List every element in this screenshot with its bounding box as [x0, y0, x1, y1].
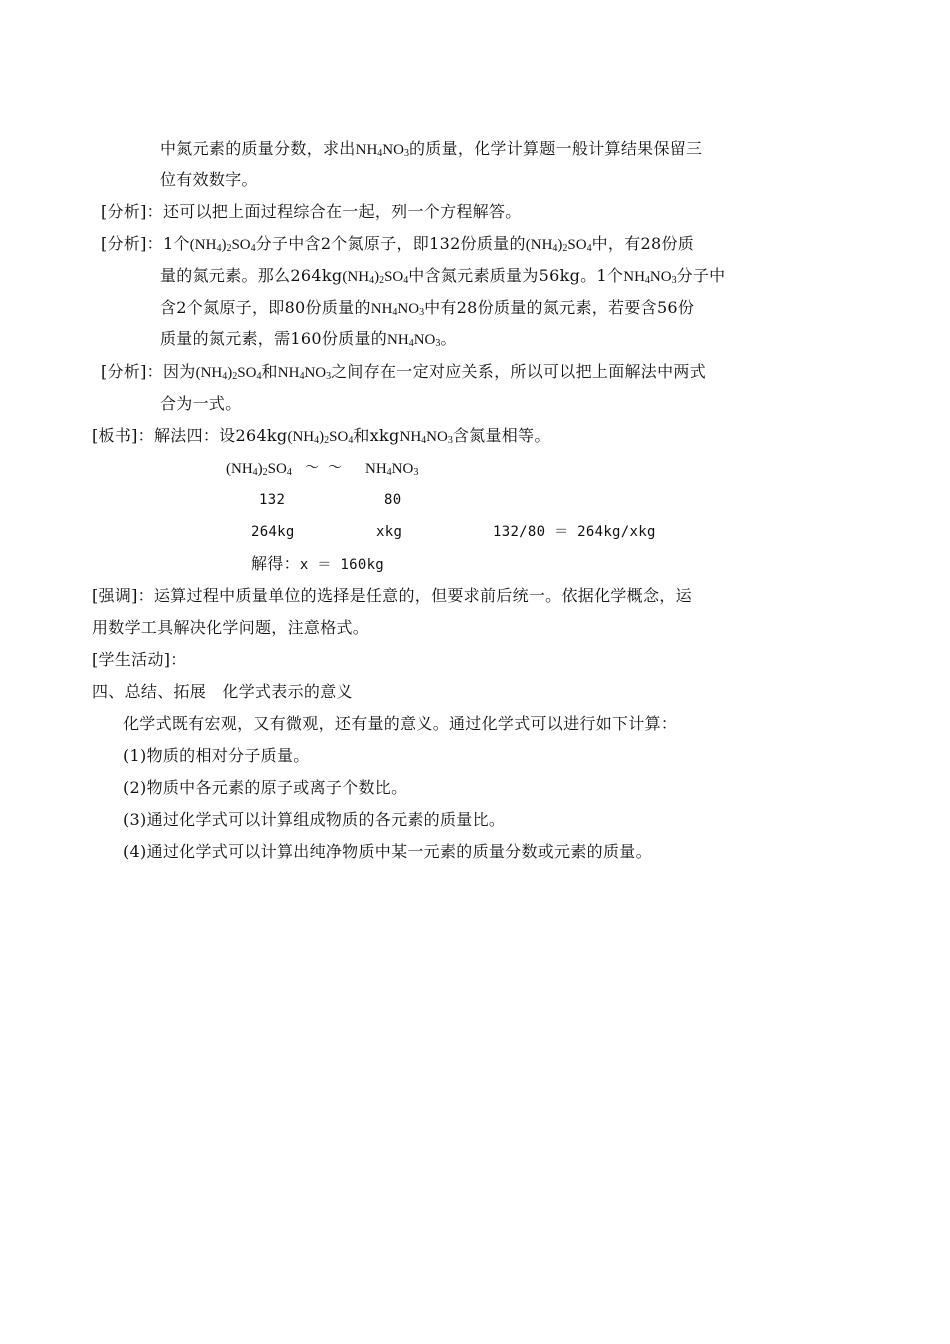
formula-part: (NH [287, 429, 315, 445]
formula-part: ) [319, 429, 325, 445]
formula-subscript: 3 [326, 371, 332, 382]
text-line: 位有效数字。 [160, 170, 258, 189]
text-line [160, 328, 457, 351]
formula-part: NO [426, 429, 448, 445]
eq-formula-left [226, 457, 292, 480]
list-item: (4)通过化学式可以计算出纯净物质中某一元素的质量分数或元素的质量。 [123, 842, 652, 861]
analysis-paragraph [101, 233, 694, 256]
eq-ratio: 132/80 ＝ 264kg/xkg [493, 524, 656, 540]
text-fragment: 分子中含2个氮原子，即132份质量的 [255, 234, 526, 253]
formula-part: NO [382, 142, 404, 158]
formula-nh42so4 [342, 269, 408, 285]
formula-part: SO [329, 429, 349, 445]
formula-nh42so4 [190, 237, 256, 253]
formula-part: ) [221, 237, 227, 253]
formula-subscript: 3 [419, 307, 425, 318]
list-item: (3)通过化学式可以计算组成物质的各元素的质量比。 [123, 810, 506, 829]
formula-part: SO [384, 269, 404, 285]
formula-subscript: 4 [348, 435, 354, 446]
section-heading: 四、总结、拓展 化学式表示的意义 [92, 682, 353, 701]
text-fragment: [分析]：因为 [101, 362, 196, 381]
formula-nh4no3 [387, 332, 440, 348]
text-line: 用数学工具解决化学问题，注意格式。 [92, 618, 370, 637]
formula-part: ) [227, 365, 233, 381]
formula-subscript: 3 [413, 467, 419, 478]
formula-subscript: 4 [392, 307, 398, 318]
summary-paragraph: 化学式既有宏观，又有微观，还有量的意义。通过化学式可以进行如下计算： [123, 714, 678, 733]
formula-subscript: 4 [256, 371, 262, 382]
text-fragment: 分子中 [676, 266, 726, 285]
formula-part: NH [623, 269, 645, 285]
formula-part: ) [374, 269, 380, 285]
formula-subscript: 2 [562, 243, 568, 254]
formula-nh4no3 [400, 429, 453, 445]
formula-subscript: 4 [421, 435, 427, 446]
formula-part: NH [399, 429, 422, 445]
formula-subscript: 4 [314, 435, 320, 446]
formula-subscript: 4 [369, 275, 375, 286]
formula-part: (NH [342, 269, 370, 285]
text-fragment: 中氮元素的质量分数，求出 [160, 139, 356, 158]
formula-part: SO [231, 237, 251, 253]
formula-part: NO [391, 461, 414, 477]
formula-subscript: 3 [435, 338, 441, 349]
formula-subscript: 3 [671, 275, 677, 286]
formula-subscript: 4 [586, 243, 592, 254]
text-fragment: 和 [261, 362, 278, 381]
text-fragment: 中含氮元素质量为56kg。1个 [408, 266, 624, 285]
formula-subscript: 2 [226, 243, 232, 254]
eq-value-xkg: xkg [376, 524, 403, 540]
formula-part: SO [267, 461, 287, 477]
formula-part: NO [649, 269, 672, 285]
text-fragment: 解得： [251, 554, 300, 573]
formula-subscript: 4 [552, 243, 558, 254]
student-activity-heading: [学生活动]： [92, 650, 187, 669]
formula-nh4no3 [356, 142, 409, 158]
text-fragment: 含2个氮原子，即80份质量的 [160, 298, 371, 317]
formula-part: NO [397, 301, 420, 317]
formula-subscript: 2 [379, 275, 385, 286]
text-line: 合为一式。 [160, 394, 242, 413]
text-fragment: [分析]：1个 [101, 234, 190, 253]
eq-value-80: 80 [384, 492, 402, 508]
eq-value-132: 132 [259, 492, 286, 508]
formula-nh4no3 [365, 461, 418, 477]
text-fragment: 中，有28份质 [591, 234, 695, 253]
formula-subscript: 3 [447, 435, 453, 446]
board-paragraph [92, 425, 551, 448]
formula-part: NH [277, 365, 300, 381]
formula-subscript: 4 [386, 467, 392, 478]
text-fragment: x ＝ 160kg [299, 557, 385, 573]
formula-part: NH [387, 332, 409, 348]
formula-part: NO [413, 332, 436, 348]
formula-part: ) [257, 461, 263, 477]
formula-part: NH [370, 301, 393, 317]
formula-subscript: 4 [216, 243, 222, 254]
text-fragment: 质量的氮元素，需160份质量的 [160, 329, 388, 348]
formula-subscript: 4 [403, 275, 409, 286]
formula-subscript: 4 [644, 275, 650, 286]
eq-value-264kg: 264kg [251, 524, 295, 540]
formula-part: NO [304, 365, 327, 381]
formula-subscript: 4 [299, 371, 305, 382]
analysis-paragraph [101, 361, 706, 384]
formula-part: ) [557, 237, 563, 253]
formula-subscript: 4 [252, 467, 258, 478]
text-fragment: 中有28份质量的氮元素，若要含56份 [424, 298, 695, 317]
formula-part: (NH [525, 237, 553, 253]
text-fragment: 含氮量相等。 [452, 426, 551, 445]
formula-subscript: 4 [408, 338, 414, 349]
formula-nh42so4 [196, 365, 262, 381]
formula-nh42so4 [226, 461, 292, 477]
formula-nh4no3 [623, 269, 676, 285]
text-fragment: 和xkg [353, 426, 400, 445]
text-fragment: 量的氮元素。那么264kg [160, 266, 343, 285]
formula-subscript: 4 [377, 148, 383, 159]
formula-part: SO [237, 365, 257, 381]
formula-part: (NH [189, 237, 217, 253]
text-fragment: [板书]：解法四：设264kg [92, 426, 288, 445]
eq-formula-right [365, 457, 418, 480]
formula-subscript: 4 [222, 371, 228, 382]
text-fragment: 的质量，化学计算题一般计算结果保留三 [408, 139, 703, 158]
list-item: (2)物质中各元素的原子或离子个数比。 [123, 778, 408, 797]
eq-solution [251, 553, 384, 576]
formula-nh4no3 [371, 301, 424, 317]
formula-part: (NH [195, 365, 223, 381]
formula-subscript: 2 [232, 371, 238, 382]
formula-part: (NH [226, 461, 253, 477]
formula-subscript: 4 [286, 467, 292, 478]
formula-part: NH [355, 142, 378, 158]
formula-nh42so4 [526, 237, 592, 253]
formula-subscript: 2 [324, 435, 330, 446]
text-fragment: 。 [440, 329, 457, 348]
text-line [160, 138, 702, 161]
formula-part: NH [365, 461, 387, 477]
list-item: (1)物质的相对分子质量。 [123, 746, 310, 765]
text-fragment: 之间存在一定对应关系，所以可以把上面解法中两式 [331, 362, 707, 381]
text-line [160, 265, 725, 288]
eq-tilde: ～ ～ [305, 460, 343, 476]
formula-subscript: 3 [403, 148, 409, 159]
text-line [160, 297, 694, 320]
formula-nh42so4 [287, 429, 353, 445]
formula-subscript: 4 [250, 243, 256, 254]
formula-subscript: 2 [262, 467, 268, 478]
formula-part: SO [567, 237, 587, 253]
analysis-paragraph: [分析]：还可以把上面过程综合在一起，列一个方程解答。 [101, 202, 522, 221]
formula-nh4no3 [278, 365, 331, 381]
emphasis-paragraph: [强调]：运算过程中质量单位的选择是任意的，但要求前后统一。依据化学概念，运 [92, 586, 692, 605]
